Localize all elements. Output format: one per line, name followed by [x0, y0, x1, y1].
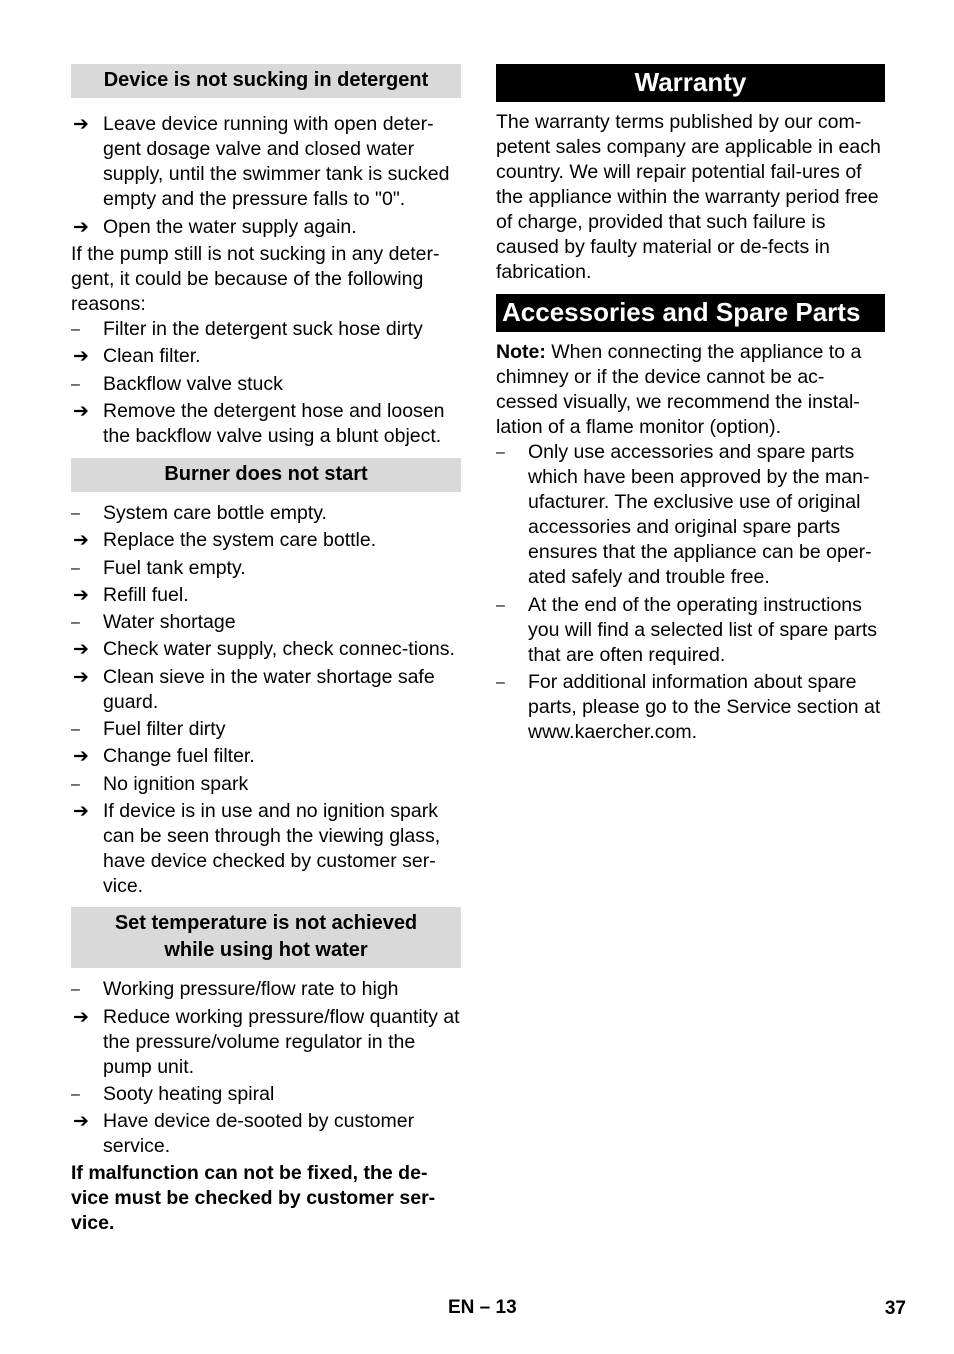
dash-icon: – [71, 505, 80, 522]
arrow-icon: ➔ [73, 1111, 89, 1132]
cause-item: – Water shortage [71, 611, 236, 633]
arrow-icon: ➔ [73, 346, 89, 367]
step-item: ➔ If device is in use and no ignition spark can be seen through the viewing glass, have device checked by customer ser-vice. [73, 800, 441, 897]
note-text: When connecting the appliance to a chimney or if the device cannot be ac-cessed visually, we recommend the instal-lation of a flame monitor (option). [496, 341, 862, 438]
step-item: ➔ Replace the system care bottle. [73, 529, 377, 551]
arrow-icon: ➔ [73, 639, 89, 660]
step-item: ➔ Clean sieve in the water shortage safe guard. [73, 666, 435, 713]
dash-icon: – [71, 560, 80, 577]
heading-burner: Burner does not start [71, 458, 461, 492]
arrow-icon: ➔ [73, 114, 89, 135]
left-column [71, 64, 461, 1236]
dash-icon: – [496, 444, 505, 461]
dash-icon: – [71, 321, 80, 338]
dash-icon: – [71, 776, 80, 793]
arrow-icon: ➔ [73, 667, 89, 688]
dash-icon: – [71, 721, 80, 738]
dash-icon: – [71, 981, 80, 998]
paragraph: If the pump still is not sucking in any deter-gent, it could be because of the following reasons: [71, 243, 440, 315]
cause-item: – Filter in the detergent suck hose dirty [71, 318, 423, 340]
right-column [496, 64, 885, 745]
accessory-item: – Only use accessories and spare parts which have been approved by the man-ufacturer. The exclusive use of original accessories and original spare parts ensures that the appliance can be oper-ated safely and trouble free. [496, 441, 872, 588]
cause-item: – Fuel tank empty. [71, 557, 246, 579]
cause-item: – Backflow valve stuck [71, 373, 283, 395]
warranty-text: The warranty terms published by our com-petent sales company are applicable in each country. We will repair potential fail-ures of the appliance within the warranty period free of charge, provided that such failure is caused by faulty material or de-fects in fabrication. [496, 111, 881, 283]
step-item: ➔ Have device de-sooted by customer service. [73, 1110, 415, 1157]
arrow-icon: ➔ [73, 217, 89, 238]
cause-item: – Fuel filter dirty [71, 718, 226, 740]
cause-item: – No ignition spark [71, 773, 249, 795]
arrow-icon: ➔ [73, 401, 89, 422]
cause-item: – System care bottle empty. [71, 502, 327, 524]
heading-accessories: Accessories and Spare Parts [496, 294, 885, 332]
arrow-icon: ➔ [73, 801, 89, 822]
dash-icon: – [71, 614, 80, 631]
dash-icon: – [496, 597, 505, 614]
step-item: ➔ Clean filter. [73, 345, 201, 367]
arrow-icon: ➔ [73, 530, 89, 551]
step-item: ➔ Change fuel filter. [73, 745, 255, 767]
dash-icon: – [71, 376, 80, 393]
heading-warranty: Warranty [496, 64, 885, 102]
step-item: ➔ Refill fuel. [73, 584, 189, 606]
dash-icon: – [496, 674, 505, 691]
cause-item: – Sooty heating spiral [71, 1083, 275, 1105]
accessory-item: – For additional information about spare parts, please go to the Service section at www.kaercher.com. [496, 671, 881, 743]
step-item: ➔ Remove the detergent hose and loosen the backflow valve using a blunt object. [73, 400, 445, 447]
cause-item: – Working pressure/flow rate to high [71, 978, 399, 1000]
accessory-item: – At the end of the operating instructions you will find a selected list of spare parts that are often required. [496, 594, 878, 666]
note-paragraph [496, 340, 885, 440]
arrow-icon: ➔ [73, 1007, 89, 1028]
note-label: Note: [496, 341, 546, 363]
dash-icon: – [71, 1086, 80, 1103]
heading-detergent: Device is not sucking in detergent [71, 64, 461, 98]
final-warning: If malfunction can not be fixed, the de-vice must be checked by customer ser-vice. [71, 1162, 436, 1234]
page-number: 37 [884, 1298, 906, 1319]
step-item: ➔ Reduce working pressure/flow quantity at the pressure/volume regulator in the pump unit. [73, 1006, 460, 1078]
heading-temperature: Set temperature is not achieved while using hot water [71, 907, 461, 968]
footer-language-page: EN – 13 [448, 1297, 517, 1318]
arrow-icon: ➔ [73, 746, 89, 767]
step-item: ➔ Check water supply, check connec-tions. [73, 638, 455, 660]
step-item: ➔ Leave device running with open deter-gent dosage valve and closed water supply, until the swimmer tank is sucked empty and the pressure falls to "0". [73, 113, 450, 210]
step-item: ➔ Open the water supply again. [73, 216, 357, 238]
arrow-icon: ➔ [73, 585, 89, 606]
